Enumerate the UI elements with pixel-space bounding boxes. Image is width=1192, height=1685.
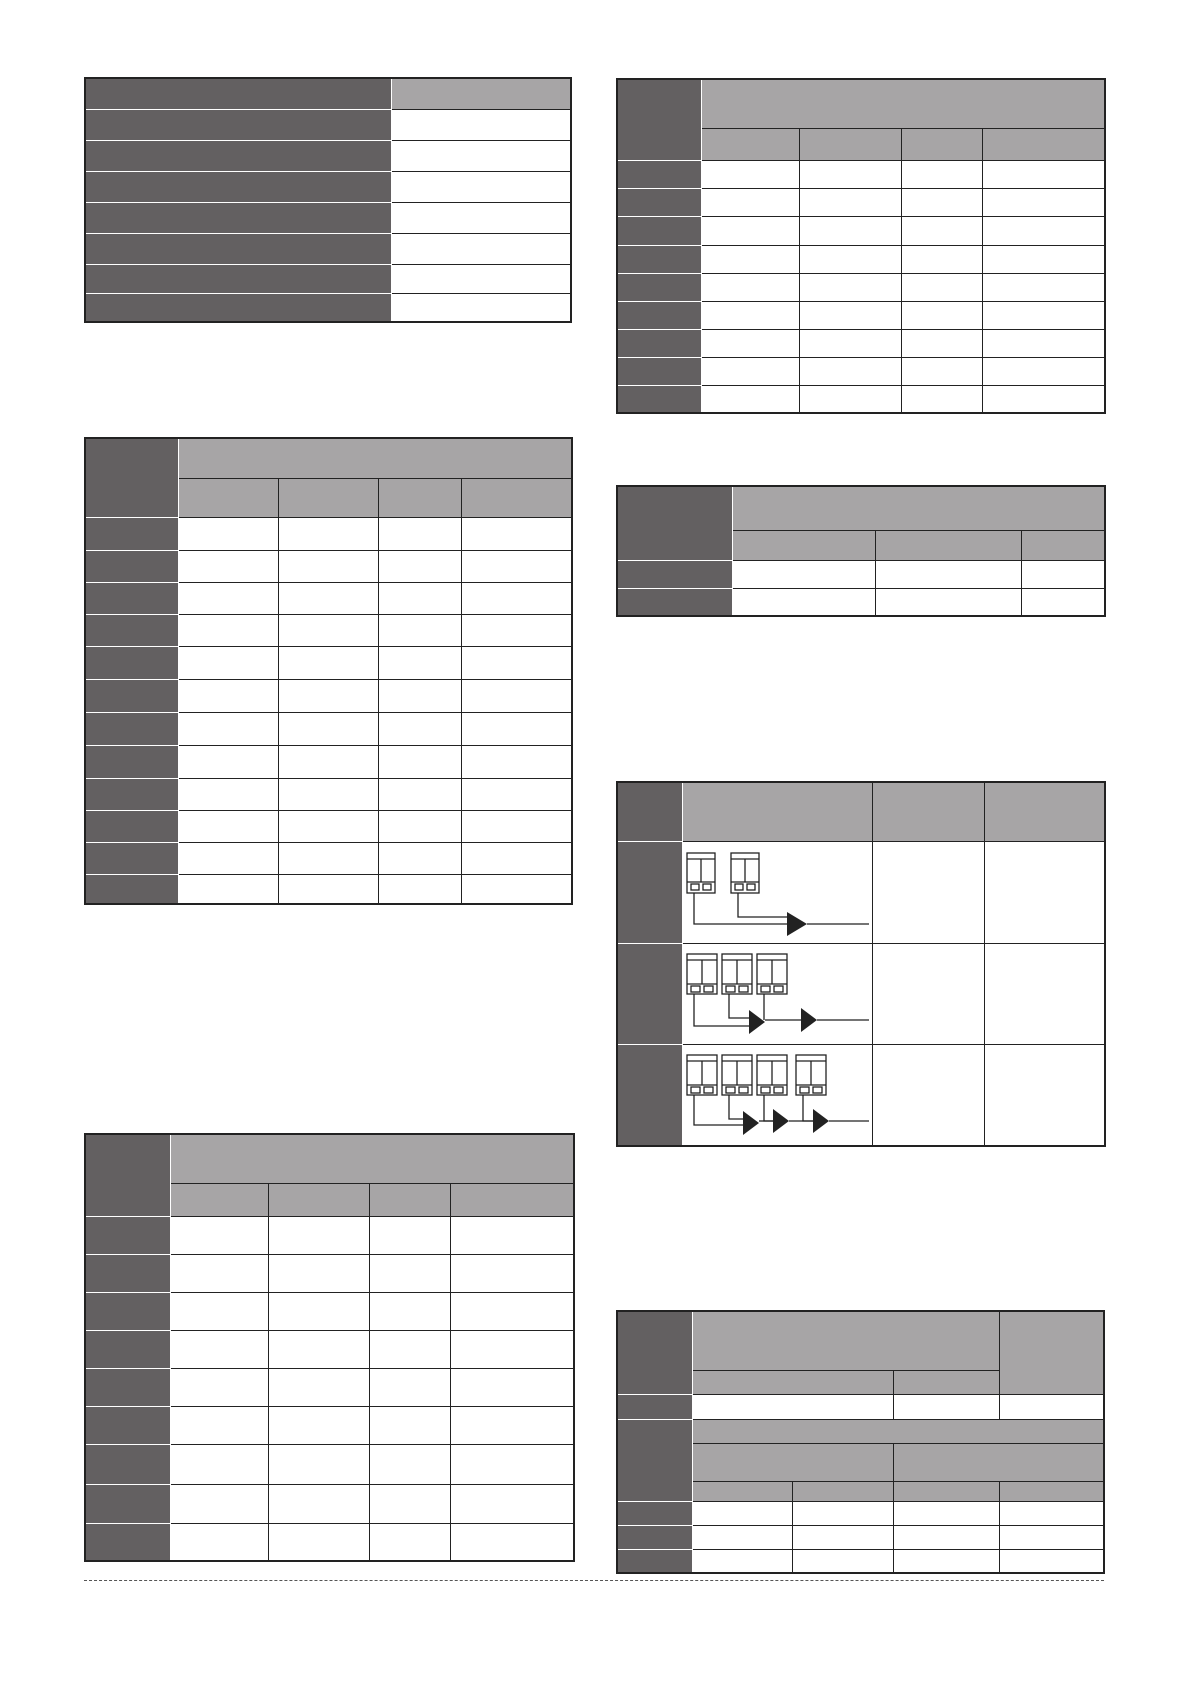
data-cell [268, 1484, 369, 1523]
row-label [85, 1254, 170, 1292]
data-cell [178, 778, 278, 810]
arrow-icon [773, 1109, 789, 1133]
data-cell [999, 1525, 1104, 1549]
label-cell [85, 78, 391, 109]
data-cell [450, 1484, 574, 1523]
column-header [982, 128, 1105, 160]
column-header [893, 1370, 999, 1394]
column-header [278, 478, 378, 517]
row-label [85, 1368, 170, 1406]
row-label [85, 1406, 170, 1444]
data-cell [178, 842, 278, 874]
data-cell [461, 517, 572, 550]
data-cell [278, 810, 378, 842]
data-cell [893, 1501, 999, 1525]
data-cell [378, 550, 461, 582]
data-cell [378, 614, 461, 646]
data-cell [378, 712, 461, 745]
value-cell [391, 233, 571, 264]
data-cell [170, 1406, 268, 1444]
data-cell [461, 778, 572, 810]
data-cell [278, 517, 378, 550]
data-cell [799, 385, 901, 413]
data-cell [268, 1406, 369, 1444]
data-cell [369, 1216, 450, 1254]
data-cell [692, 1394, 893, 1419]
row-label [617, 1501, 692, 1525]
row-label [617, 385, 701, 413]
breaker-unit [722, 954, 752, 994]
breaker-unit [757, 954, 787, 994]
row-label [85, 1484, 170, 1523]
data-cell [1021, 560, 1105, 588]
table-5 [616, 485, 1106, 617]
row-label [85, 745, 178, 778]
data-cell [461, 550, 572, 582]
data-cell [875, 560, 1021, 588]
data-cell [893, 1549, 999, 1573]
value-cell [391, 109, 571, 140]
data-cell [461, 582, 572, 614]
section-header [692, 1419, 1104, 1443]
data-cell [278, 582, 378, 614]
column-header [1021, 530, 1105, 560]
data-cell [999, 1501, 1104, 1525]
data-cell [701, 273, 799, 301]
data-cell [792, 1501, 893, 1525]
data-cell [799, 160, 901, 188]
data-cell [369, 1406, 450, 1444]
data-cell [369, 1368, 450, 1406]
row-label [85, 1523, 170, 1561]
data-cell [982, 273, 1105, 301]
data-cell [369, 1330, 450, 1368]
data-cell [378, 582, 461, 614]
data-cell [170, 1292, 268, 1330]
wiring-diagram-3-units [682, 943, 872, 1044]
column-header [872, 782, 984, 841]
data-cell [982, 245, 1105, 273]
row-label [617, 943, 682, 1044]
breaker-unit [757, 1055, 787, 1095]
breaker-unit [687, 954, 717, 994]
data-cell [461, 712, 572, 745]
data-cell [378, 874, 461, 904]
data-cell [461, 745, 572, 778]
data-cell [982, 329, 1105, 357]
column-header [984, 782, 1105, 841]
column-header [450, 1183, 574, 1216]
row-label [85, 874, 178, 904]
column-header [901, 128, 982, 160]
corner-header [617, 486, 732, 560]
row-label [85, 614, 178, 646]
data-cell [178, 745, 278, 778]
data-cell [984, 841, 1105, 943]
data-cell [450, 1292, 574, 1330]
data-cell [268, 1330, 369, 1368]
data-cell [461, 810, 572, 842]
column-header [792, 1481, 893, 1501]
column-header [999, 1481, 1104, 1501]
data-cell [461, 874, 572, 904]
data-cell [450, 1406, 574, 1444]
table-6 [616, 781, 1106, 1147]
data-cell [278, 712, 378, 745]
breaker-unit [796, 1055, 826, 1095]
row-label [617, 1549, 692, 1573]
row-label [617, 273, 701, 301]
row-label [617, 588, 732, 616]
column-header [170, 1183, 268, 1216]
table-2 [84, 437, 573, 905]
column-header [893, 1481, 999, 1501]
group-header [701, 79, 1105, 128]
data-cell [461, 679, 572, 712]
row-label [85, 582, 178, 614]
data-cell [378, 842, 461, 874]
label-cell [85, 171, 391, 202]
column-header [692, 1370, 893, 1394]
corner-header [617, 782, 682, 841]
breaker-unit [722, 1055, 752, 1095]
row-label [85, 712, 178, 745]
label-cell [85, 233, 391, 264]
breaker-unit [687, 1055, 717, 1095]
data-cell [278, 550, 378, 582]
row-label [85, 810, 178, 842]
row-label [85, 1330, 170, 1368]
side-header [999, 1311, 1104, 1394]
data-cell [701, 329, 799, 357]
data-cell [369, 1292, 450, 1330]
data-cell [901, 385, 982, 413]
data-cell [178, 550, 278, 582]
data-cell [732, 560, 875, 588]
data-cell [178, 810, 278, 842]
data-cell [701, 357, 799, 385]
data-cell [450, 1330, 574, 1368]
label-cell [85, 293, 391, 322]
arrow-icon [801, 1008, 817, 1032]
data-cell [982, 160, 1105, 188]
data-cell [901, 245, 982, 273]
data-cell [799, 329, 901, 357]
column-header [461, 478, 572, 517]
data-cell [984, 943, 1105, 1044]
column-header [799, 128, 901, 160]
data-cell [461, 614, 572, 646]
data-cell [170, 1523, 268, 1561]
data-cell [170, 1444, 268, 1484]
data-cell [170, 1368, 268, 1406]
table-4 [616, 78, 1106, 414]
data-cell [999, 1549, 1104, 1573]
group-header [732, 486, 1105, 530]
row-label [85, 1292, 170, 1330]
data-cell [278, 874, 378, 904]
data-cell [872, 1044, 984, 1146]
wire [694, 994, 869, 1026]
row-label [617, 1525, 692, 1549]
data-cell [901, 216, 982, 245]
data-cell [799, 216, 901, 245]
data-cell [982, 385, 1105, 413]
row-label [617, 1394, 692, 1419]
row-label [617, 160, 701, 188]
data-cell [268, 1254, 369, 1292]
data-cell [692, 1525, 792, 1549]
group-header [170, 1134, 574, 1183]
data-cell [701, 245, 799, 273]
data-cell [268, 1523, 369, 1561]
data-cell [268, 1216, 369, 1254]
header-cell [391, 78, 571, 109]
row-label [617, 357, 701, 385]
data-cell [278, 745, 378, 778]
arrow-icon [749, 1010, 765, 1034]
data-cell [701, 160, 799, 188]
data-cell [701, 301, 799, 329]
value-cell [391, 171, 571, 202]
data-cell [982, 301, 1105, 329]
table-1 [84, 77, 572, 323]
data-cell [461, 842, 572, 874]
row-label [85, 1444, 170, 1484]
data-cell [178, 517, 278, 550]
data-cell [369, 1484, 450, 1523]
row-label [85, 646, 178, 679]
data-cell [178, 874, 278, 904]
arrow-icon [813, 1109, 829, 1133]
data-cell [901, 357, 982, 385]
data-cell [378, 745, 461, 778]
data-cell [792, 1549, 893, 1573]
section-label [617, 1419, 692, 1501]
data-cell [982, 216, 1105, 245]
data-cell [268, 1368, 369, 1406]
data-cell [268, 1444, 369, 1484]
data-cell [178, 679, 278, 712]
row-label [617, 188, 701, 216]
row-label [617, 329, 701, 357]
data-cell [378, 810, 461, 842]
corner-header [85, 438, 178, 517]
data-cell [799, 245, 901, 273]
data-cell [799, 357, 901, 385]
data-cell [170, 1216, 268, 1254]
table-3 [84, 1133, 575, 1562]
corner-header [617, 1311, 692, 1394]
row-label [617, 560, 732, 588]
data-cell [278, 614, 378, 646]
breaker-unit [687, 853, 715, 893]
table-7 [616, 1310, 1105, 1574]
data-cell [799, 188, 901, 216]
data-cell [701, 188, 799, 216]
data-cell [170, 1254, 268, 1292]
value-cell [391, 264, 571, 293]
column-header [369, 1183, 450, 1216]
column-header [701, 128, 799, 160]
data-cell [278, 778, 378, 810]
data-cell [984, 1044, 1105, 1146]
data-cell [875, 588, 1021, 616]
data-cell [450, 1444, 574, 1484]
value-cell [391, 202, 571, 233]
row-label [617, 245, 701, 273]
row-label [85, 679, 178, 712]
data-cell [278, 646, 378, 679]
data-cell [901, 301, 982, 329]
data-cell [982, 357, 1105, 385]
data-cell [178, 712, 278, 745]
value-cell [391, 140, 571, 171]
column-header [692, 1481, 792, 1501]
data-cell [893, 1394, 999, 1419]
column-header [178, 478, 278, 517]
row-label [617, 841, 682, 943]
data-cell [170, 1330, 268, 1368]
data-cell [450, 1254, 574, 1292]
wiring-diagram-2-units [682, 841, 872, 943]
data-cell [799, 301, 901, 329]
data-cell [792, 1525, 893, 1549]
data-cell [901, 160, 982, 188]
data-cell [268, 1292, 369, 1330]
data-cell [378, 646, 461, 679]
data-cell [378, 679, 461, 712]
dashed-divider [84, 1580, 1104, 1581]
data-cell [799, 273, 901, 301]
data-cell [369, 1523, 450, 1561]
subgroup-header [893, 1443, 1104, 1481]
row-label [617, 216, 701, 245]
group-header [692, 1311, 999, 1370]
label-cell [85, 202, 391, 233]
row-label [85, 778, 178, 810]
data-cell [178, 646, 278, 679]
row-label [85, 842, 178, 874]
data-cell [901, 188, 982, 216]
column-header [378, 478, 461, 517]
data-cell [692, 1549, 792, 1573]
data-cell [701, 385, 799, 413]
data-cell [893, 1525, 999, 1549]
data-cell [461, 646, 572, 679]
label-cell [85, 264, 391, 293]
column-header [732, 530, 875, 560]
label-cell [85, 140, 391, 171]
wire [694, 893, 869, 924]
data-cell [732, 588, 875, 616]
arrow-icon [743, 1111, 759, 1135]
data-cell [901, 329, 982, 357]
value-cell [391, 293, 571, 322]
corner-header [617, 79, 701, 160]
data-cell [692, 1501, 792, 1525]
breaker-unit [731, 853, 759, 893]
row-label [617, 1044, 682, 1146]
row-label [85, 1216, 170, 1254]
data-cell [369, 1254, 450, 1292]
data-cell [982, 188, 1105, 216]
data-cell [450, 1523, 574, 1561]
data-cell [450, 1368, 574, 1406]
data-cell [701, 216, 799, 245]
data-cell [178, 614, 278, 646]
row-label [85, 517, 178, 550]
data-cell [178, 582, 278, 614]
data-cell [1021, 588, 1105, 616]
data-cell [901, 273, 982, 301]
data-cell [378, 517, 461, 550]
data-cell [278, 679, 378, 712]
data-cell [170, 1484, 268, 1523]
row-label [85, 550, 178, 582]
data-cell [278, 842, 378, 874]
corner-header [85, 1134, 170, 1216]
wiring-diagram-4-units [682, 1044, 872, 1146]
data-cell [450, 1216, 574, 1254]
column-header [268, 1183, 369, 1216]
data-cell [999, 1394, 1104, 1419]
column-header [682, 782, 872, 841]
data-cell [369, 1444, 450, 1484]
row-label [617, 301, 701, 329]
subgroup-header [692, 1443, 893, 1481]
data-cell [378, 778, 461, 810]
label-cell [85, 109, 391, 140]
data-cell [872, 841, 984, 943]
group-header [178, 438, 572, 478]
arrow-icon [787, 912, 807, 936]
data-cell [872, 943, 984, 1044]
column-header [875, 530, 1021, 560]
